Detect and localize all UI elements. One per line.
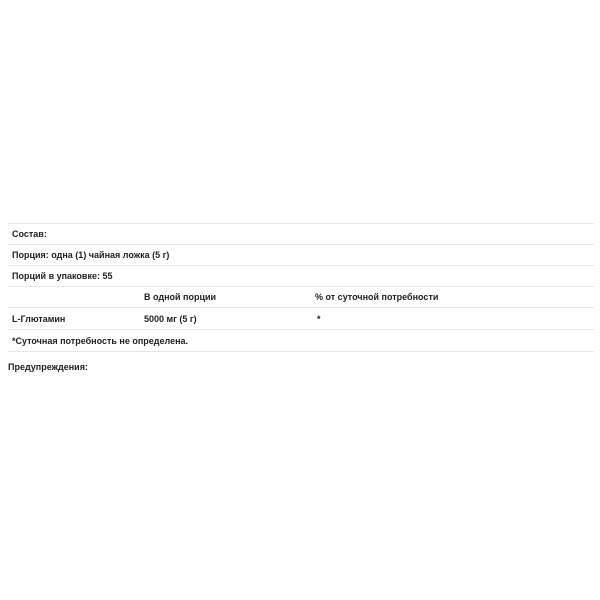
serving-size-row — [8, 245, 594, 266]
per-serving-header: В одной порции — [144, 292, 217, 302]
servings-per-container: Порций в упаковке: 55 — [12, 271, 113, 281]
ingredient-amount: 5000 мг (5 г) — [144, 313, 197, 324]
supplement-facts-table — [8, 223, 594, 352]
daily-value-header: % от суточной потребности — [315, 292, 439, 302]
composition-title-row — [8, 224, 594, 245]
ingredient-name: L-Глютамин — [12, 313, 66, 324]
footnote-row — [8, 330, 594, 352]
table-row — [8, 308, 594, 330]
composition-title: Состав: — [12, 229, 47, 239]
warnings-title: Предупреждения: — [8, 362, 88, 372]
ingredient-daily-value: * — [317, 313, 321, 324]
table-header-row — [8, 287, 594, 308]
serving-size: Порция: одна (1) чайная ложка (5 г) — [12, 250, 170, 260]
servings-per-container-row — [8, 266, 594, 287]
footnote: *Суточная потребность не определена. — [12, 335, 189, 346]
